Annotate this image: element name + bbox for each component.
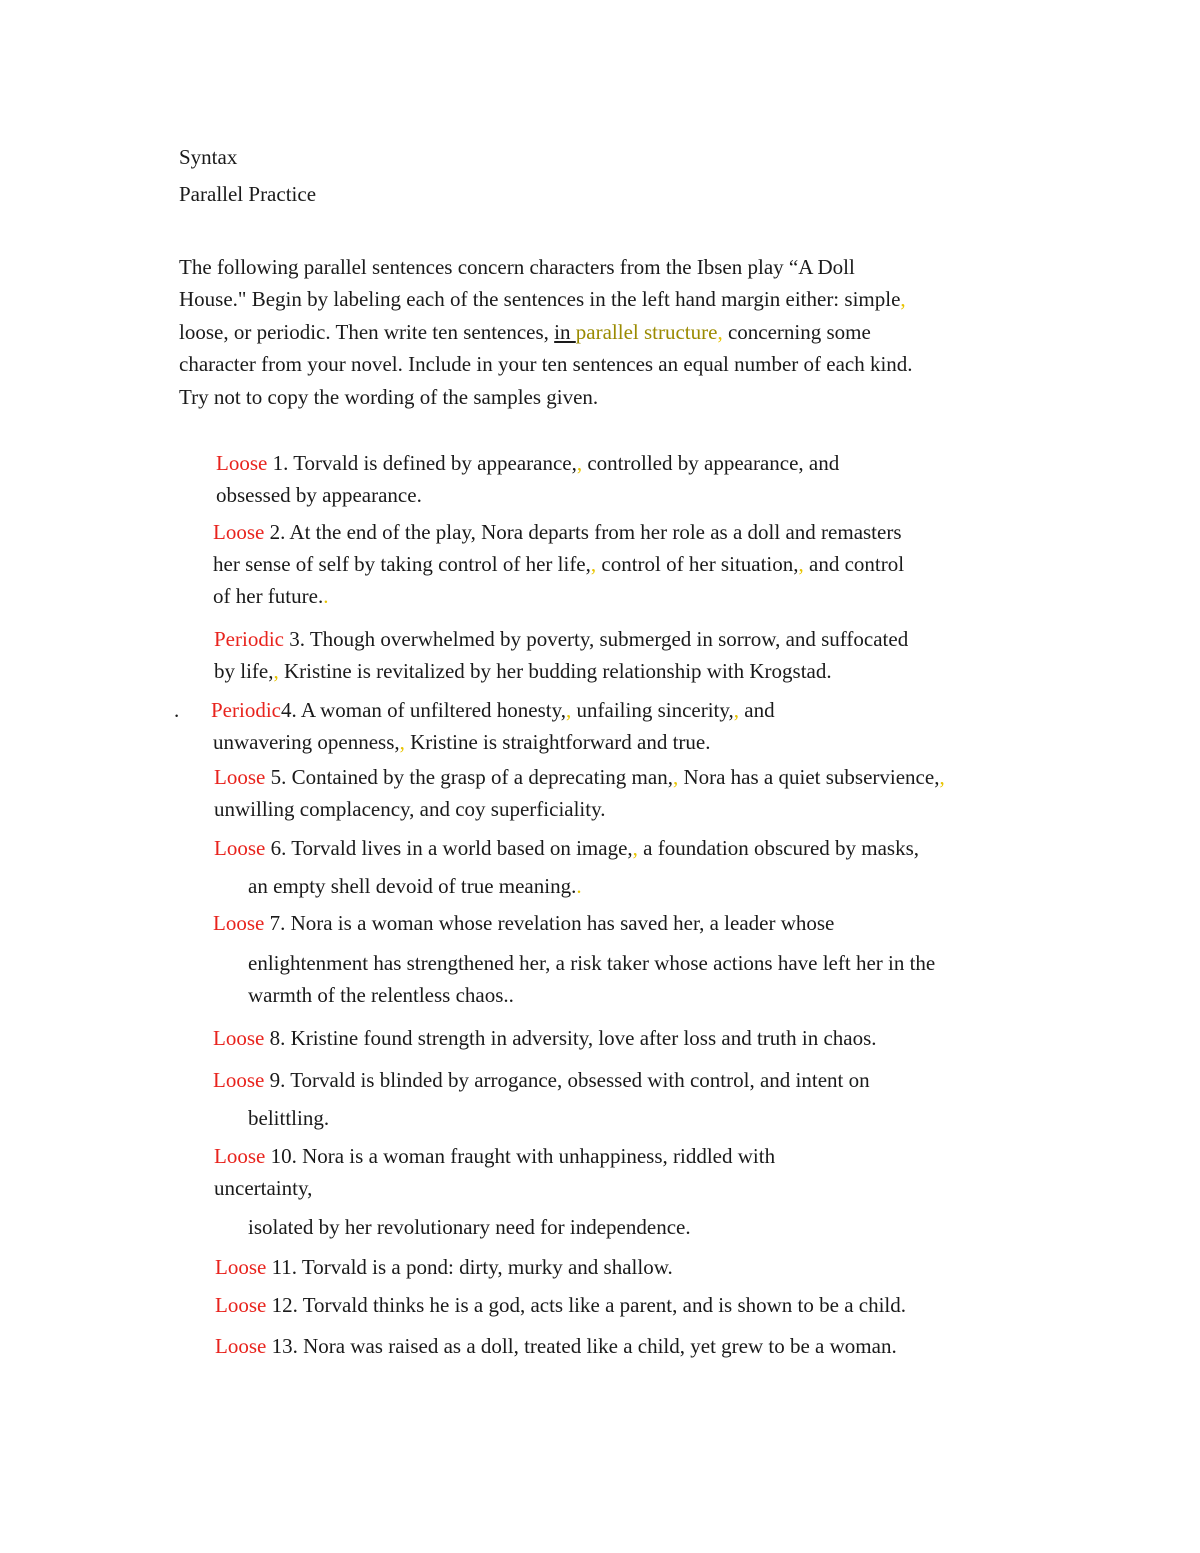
sentence-label: Loose bbox=[215, 1293, 267, 1317]
sentence-label: Loose bbox=[214, 836, 266, 860]
sentence-label: Loose bbox=[213, 520, 265, 544]
intro-line: The following parallel sentences concern characters from the Ibsen play “A Doll bbox=[179, 255, 855, 279]
sentence-label: Periodic bbox=[214, 627, 284, 651]
intro-line: character from your novel. Include in your ten sentences an equal number of each kind. bbox=[179, 352, 913, 376]
sentence-label: Loose bbox=[216, 451, 268, 475]
sentence-label: Loose bbox=[214, 765, 266, 789]
document-page: Syntax Parallel Practice The following parallel sentences concern characters from the Ibsen play “A Doll House." Begin by labeling each of the sentences in the left hand margin either: simple, loose, or periodic. Then write ten sentences, in parallel structure, concerning some character from your novel. Include in your ten sentences an equal number of each kind. Try not to copy the wording of the samples given. Loose 1. Torvald is defined by appearance,, controlled by appearance, and obsessed by appearance. Loose 2. At the end of the play, Nora departs from her role as a doll and remasters her sense of self by taking control of her life,, control of her situation,, and control of her future.. Periodic 3. Though overwhelmed by poverty, submerged in sorrow, and suffocated by life,, Kristine is revitalized by her budding relationship with Krogstad. . Periodic4. A woman of unfiltered honesty,, unfailing sincerity,, and unwavering openness,, Kristine is straightforward and true. Loose 5. Contained by the grasp of a deprecating man,, Nora has a quiet subservience,, unwilling complacency, and coy superficiality. Loose 6. Torvald lives in a world based on image,, a foundation obscured by masks, an empty shell devoid of true meaning.. Loose 7. Nora is a woman whose revelation has saved her, a leader whose enlightenment has strengthened her, a risk taker whose actions have left her in the warmth of the relentless chaos.. Loose 8. Kristine found strength in adversity, love after loss and truth in chaos. Loose 9. Torvald is blinded by arrogance, obsessed with control, and intent on belittling. Loose 10. Nora is a woman fraught with unhappiness, riddled with uncertainty, isolated by her revolutionary need for independence. Loose 11. Torvald is a pond: dirty, murky and shallow. Loose 12. Torvald thinks he is a god, acts like a parent, and is shown to be a child. Loose 13. Nora was raised as a doll, treated like a child, yet grew to be a woman. bbox=[174, 145, 945, 1358]
sentence-label: Loose bbox=[215, 1334, 267, 1358]
intro-line: House." Begin by labeling each of the sentences in the left hand margin either: simple, bbox=[179, 287, 906, 311]
intro-line: Try not to copy the wording of the samples given. bbox=[179, 385, 599, 409]
sentence-label: Loose bbox=[213, 911, 265, 935]
document-subtitle: Parallel Practice bbox=[179, 182, 317, 206]
sentence-label: Periodic bbox=[211, 698, 281, 722]
intro-line: loose, or periodic. Then write ten sentences, in parallel structure, concerning some bbox=[179, 320, 871, 344]
sentence-label: Loose bbox=[215, 1255, 267, 1279]
sentence-label: Loose bbox=[213, 1068, 265, 1092]
stray-mark: . bbox=[174, 698, 180, 722]
document-title: Syntax bbox=[179, 145, 238, 169]
sentence-label: Loose bbox=[213, 1026, 265, 1050]
sentence-label: Loose bbox=[214, 1144, 266, 1168]
